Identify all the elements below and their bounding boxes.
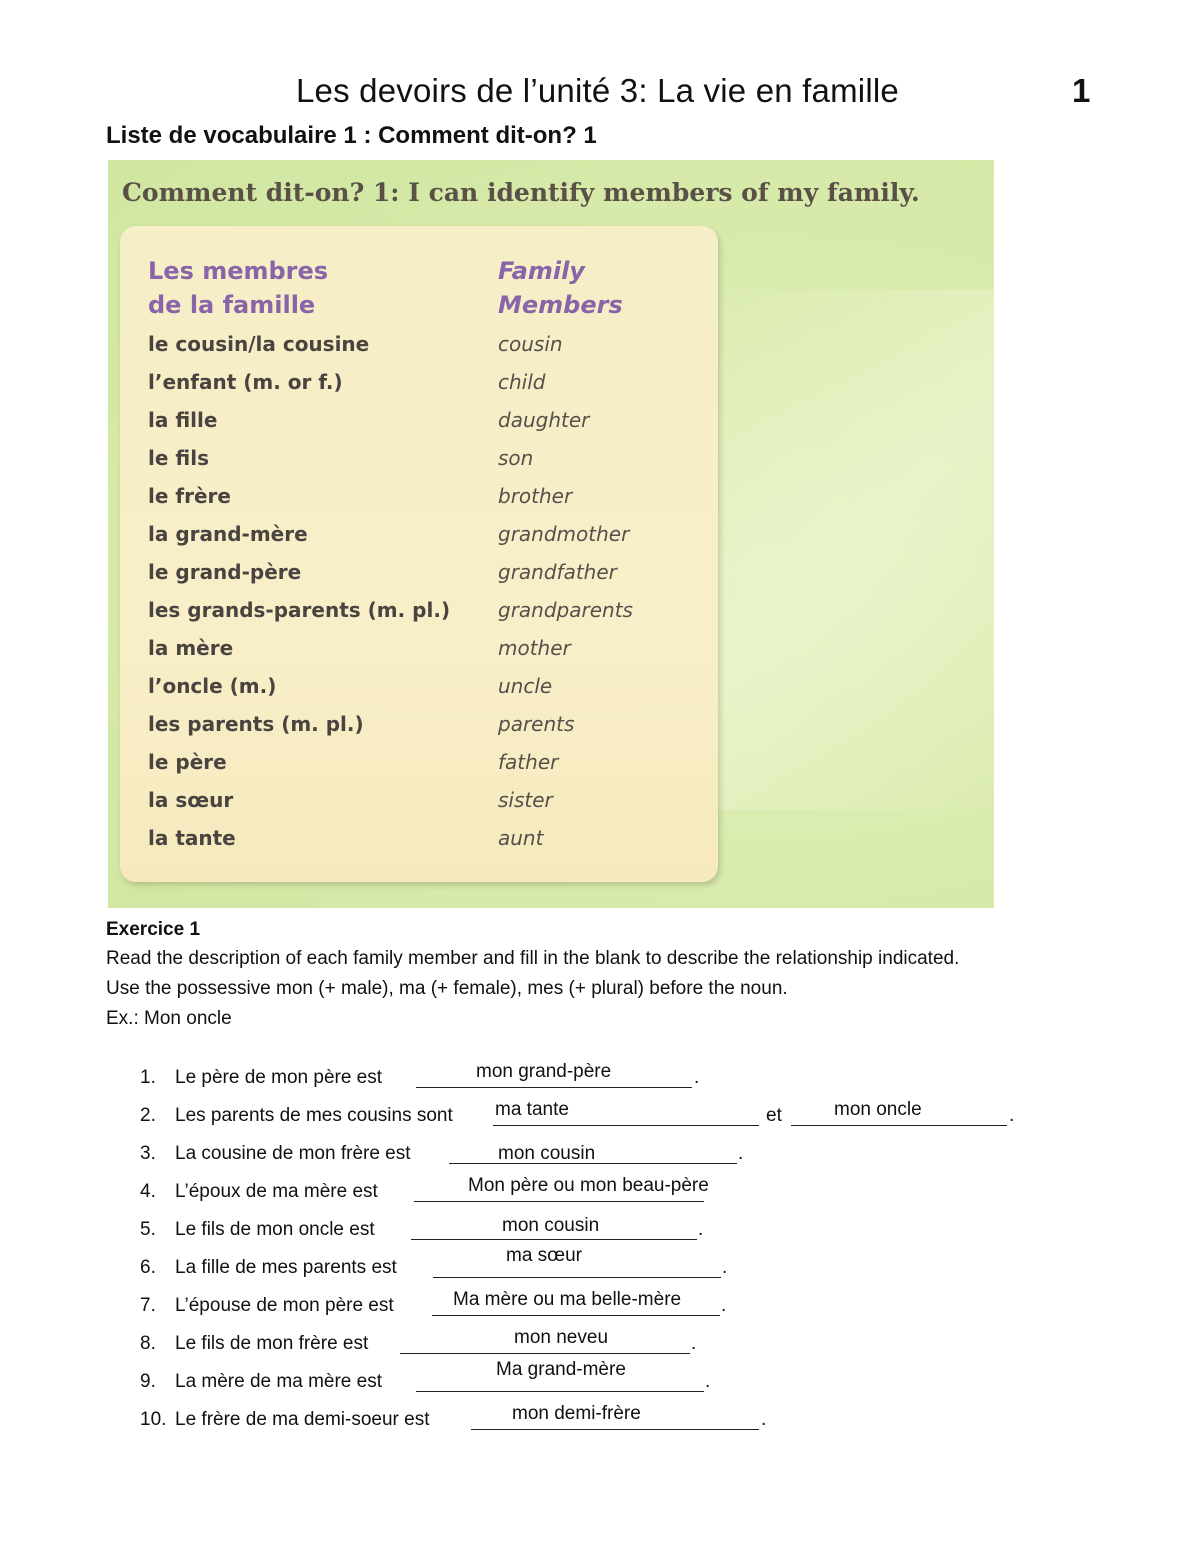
vocab-row — [120, 370, 718, 408]
item-prompt: La fille de mes parents est — [175, 1257, 397, 1278]
answer-text[interactable]: mon demi-frère — [512, 1403, 641, 1424]
english-term: father — [498, 750, 559, 774]
vocab-row — [120, 712, 718, 750]
english-term: cousin — [498, 332, 563, 356]
item-period: . — [761, 1409, 767, 1430]
english-term: parents — [498, 712, 575, 736]
answer-blank[interactable] — [493, 1124, 759, 1126]
french-header-line: Les membres — [148, 257, 329, 285]
french-column-header — [148, 254, 328, 322]
answer-blank[interactable] — [433, 1276, 721, 1278]
answer-blank[interactable] — [432, 1314, 720, 1316]
item-prompt: Le fils de mon oncle est — [175, 1219, 375, 1240]
english-term: daughter — [498, 408, 590, 432]
exercise-example: Ex.: Mon oncle — [106, 1008, 232, 1029]
vocab-row — [120, 484, 718, 522]
french-term: le grand-père — [148, 560, 302, 584]
english-term: uncle — [498, 674, 553, 698]
english-term: child — [498, 370, 546, 394]
item-number: 10. — [140, 1409, 167, 1430]
answer-text[interactable]: mon grand-père — [476, 1061, 612, 1082]
answer-blank[interactable] — [400, 1352, 690, 1354]
vocab-row — [120, 446, 718, 484]
item-prompt: Le frère de ma demi-soeur est — [175, 1409, 430, 1430]
item-period: . — [721, 1295, 727, 1316]
item-number: 1. — [140, 1067, 156, 1088]
answer-text[interactable]: Ma grand-mère — [496, 1359, 626, 1380]
english-term: sister — [498, 788, 553, 812]
item-number: 3. — [140, 1143, 156, 1164]
answer-blank[interactable] — [471, 1428, 759, 1430]
item-period: . — [691, 1333, 697, 1354]
vocab-row — [120, 826, 718, 864]
item-connector: et — [766, 1105, 782, 1126]
item-prompt: Le père de mon père est — [175, 1067, 383, 1088]
french-term: l’enfant (m. or f.) — [148, 370, 343, 394]
french-term: le fils — [148, 446, 209, 470]
french-term: les grands-parents (m. pl.) — [148, 598, 451, 622]
item-prompt: La mère de ma mère est — [175, 1371, 382, 1392]
answer-blank[interactable] — [414, 1200, 704, 1202]
french-term: le cousin/la cousine — [148, 332, 370, 356]
english-column-header — [498, 254, 623, 322]
page-number: 1 — [1072, 72, 1091, 109]
item-period: . — [738, 1143, 744, 1164]
answer-blank[interactable] — [791, 1124, 1007, 1126]
answer-text-2[interactable]: mon oncle — [834, 1099, 922, 1120]
english-header-line: Family — [498, 257, 585, 285]
item-prompt: La cousine de mon frère est — [175, 1143, 411, 1164]
item-period: . — [698, 1219, 704, 1240]
item-prompt: L’époux de ma mère est — [175, 1181, 378, 1202]
english-term: son — [498, 446, 534, 470]
item-number: 2. — [140, 1105, 156, 1126]
item-period: . — [705, 1371, 711, 1392]
vocab-row — [120, 750, 718, 788]
english-term: grandmother — [498, 522, 630, 546]
vocab-row — [120, 332, 718, 370]
french-term: la sœur — [148, 788, 234, 812]
answer-text[interactable]: ma tante — [495, 1099, 569, 1120]
french-term: le père — [148, 750, 227, 774]
french-term: l’oncle (m.) — [148, 674, 277, 698]
exercise-instruction: Read the description of each family member and fill in the blank to describe the relationship indicated. — [106, 948, 960, 969]
vocab-row — [120, 636, 718, 674]
english-term: mother — [498, 636, 571, 660]
item-period: . — [722, 1257, 728, 1278]
item-period: . — [694, 1067, 700, 1088]
vocab-row — [120, 674, 718, 712]
item-number: 9. — [140, 1371, 156, 1392]
english-term: brother — [498, 484, 573, 508]
item-number: 6. — [140, 1257, 156, 1278]
vocab-row — [120, 598, 718, 636]
vocab-row — [120, 522, 718, 560]
item-prompt: L’épouse de mon père est — [175, 1295, 394, 1316]
answer-blank[interactable] — [411, 1238, 697, 1240]
textbook-scan — [108, 160, 994, 908]
item-prompt: Les parents de mes cousins sont — [175, 1105, 453, 1126]
vocab-list-heading: Liste de vocabulaire 1 : Comment dit-on? 1 — [106, 122, 597, 149]
item-prompt: Le fils de mon frère est — [175, 1333, 369, 1354]
french-term: le frère — [148, 484, 231, 508]
english-header-line: Members — [498, 291, 623, 319]
french-term: la mère — [148, 636, 234, 660]
french-term: les parents (m. pl.) — [148, 712, 364, 736]
french-term: la grand-mère — [148, 522, 308, 546]
vocab-row — [120, 408, 718, 446]
item-number: 4. — [140, 1181, 156, 1202]
french-term: la tante — [148, 826, 236, 850]
answer-text[interactable]: ma sœur — [506, 1245, 582, 1266]
item-number: 5. — [140, 1219, 156, 1240]
answer-blank[interactable] — [416, 1390, 704, 1392]
exercise-title: Exercice 1 — [106, 919, 201, 940]
answer-text[interactable]: mon cousin — [498, 1143, 596, 1164]
item-number: 7. — [140, 1295, 156, 1316]
answer-text[interactable]: mon cousin — [502, 1215, 600, 1236]
french-term: la fille — [148, 408, 218, 432]
vocab-row — [120, 560, 718, 598]
english-term: aunt — [498, 826, 544, 850]
item-number: 8. — [140, 1333, 156, 1354]
answer-text[interactable]: Ma mère ou ma belle-mère — [453, 1289, 682, 1310]
item-period: . — [1009, 1105, 1015, 1126]
exercise-instruction: Use the possessive mon (+ male), ma (+ female), mes (+ plural) before the noun. — [106, 978, 788, 999]
english-term: grandparents — [498, 598, 633, 622]
english-term: grandfather — [498, 560, 617, 584]
scan-heading: Comment dit-on? 1: I can identify members of my family. — [122, 178, 920, 207]
vocab-card — [120, 226, 718, 882]
document-title: Les devoirs de l’unité 3: La vie en famille — [296, 72, 899, 109]
french-header-line: de la famille — [148, 291, 316, 319]
answer-text[interactable]: mon neveu — [514, 1327, 609, 1348]
answer-text[interactable]: Mon père ou mon beau-père — [468, 1175, 709, 1196]
vocab-row — [120, 788, 718, 826]
answer-blank[interactable] — [416, 1086, 692, 1088]
